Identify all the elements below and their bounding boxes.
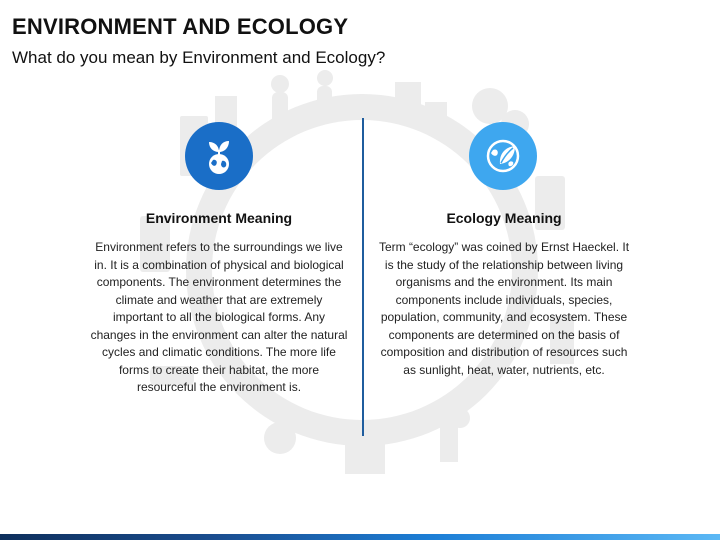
environment-description: Environment refers to the surroundings we live in. It is a combination of physical and biological components. The environment determines the climate and weather that are extremely important to all the biological forms. Any changes in the environment can alter the natural cycles and climatic conditions. The more life forms to create their habitat, the more resourceful the environment is. (90, 240, 348, 394)
globe-leaf-icon (483, 136, 523, 176)
environment-heading: Environment Meaning (145, 210, 293, 226)
globe-plant-icon (199, 136, 239, 176)
ecology-heading: Ecology Meaning (446, 210, 562, 226)
slide-subtitle: What do you mean by Environment and Ecology? (12, 48, 386, 67)
slide-title: ENVIRONMENT AND ECOLOGY (12, 14, 349, 39)
environment-icon-badge (185, 122, 253, 190)
ecology-icon-badge (469, 122, 537, 190)
ecology-description: Term “ecology” was coined by Ernst Haeckel. It is the study of the relationship between living organisms and the environment. Its main components include individuals, species, population, community, and ecosystem. These components are determined on the basis of composition and distribution of resources such as sunlight, heat, water, nutrients, etc. (378, 240, 630, 377)
center-divider (362, 118, 364, 436)
bottom-accent-bar (0, 534, 720, 540)
